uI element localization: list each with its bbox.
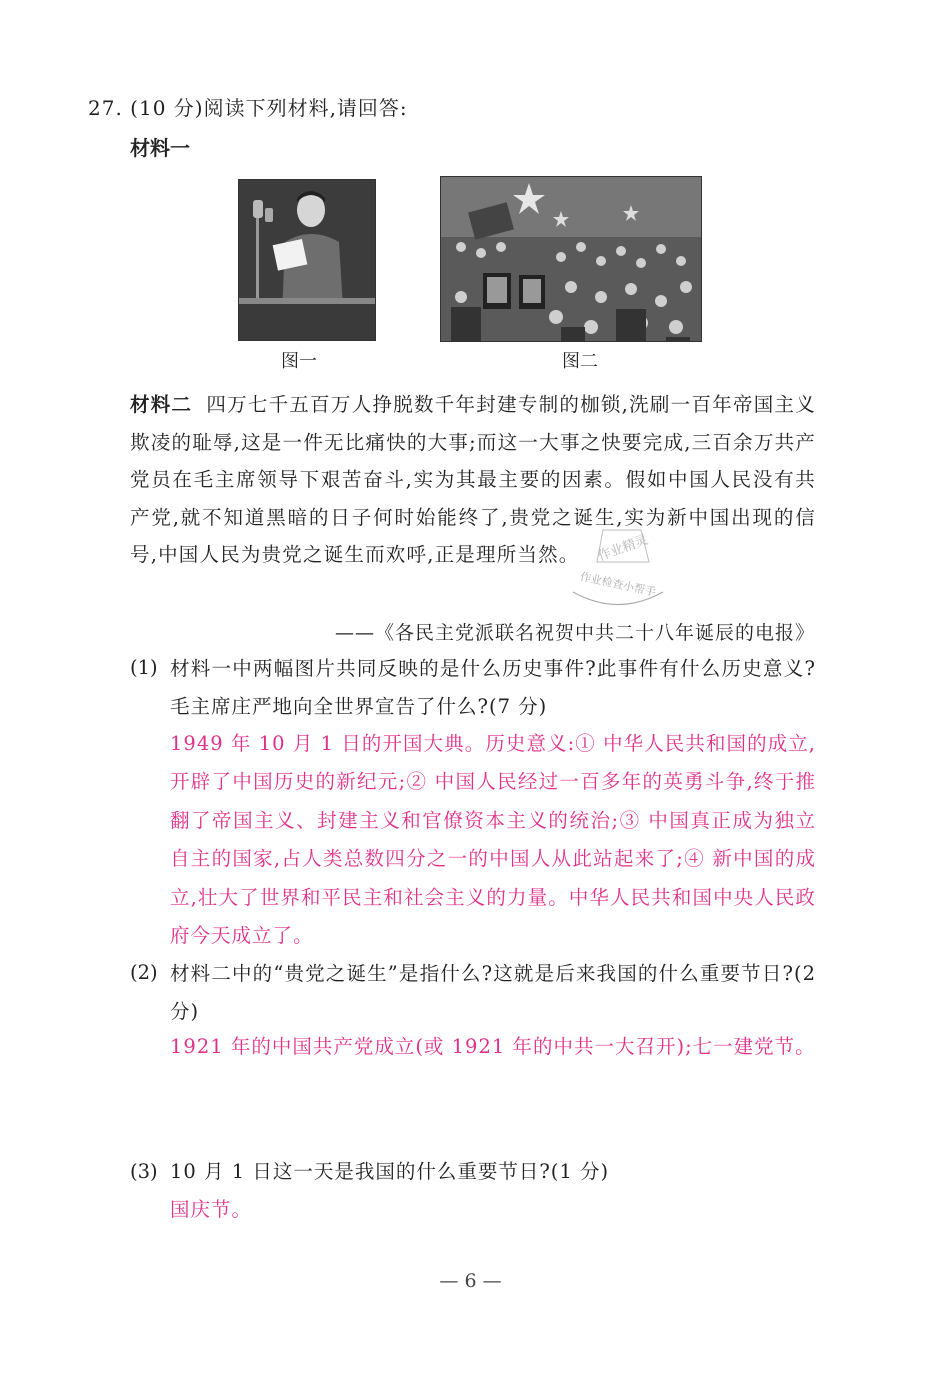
question-header: 27. (10 分)阅读下列材料,请回答: <box>88 96 408 120</box>
figure2-caption: 图二 <box>562 351 598 372</box>
stamp-text-bottom: 作业检查小帮手 <box>578 570 657 599</box>
subquestion-1-text: 材料一中两幅图片共同反映的是什么历史事件?此事件有什么历史意义?毛主席庄严地向全世界宣告了什么?(7 分) <box>170 657 816 718</box>
subquestion-2-text: 材料二中的“贵党之诞生”是指什么?这就是后来我国的什么重要节日?(2 分) <box>170 962 816 1023</box>
figure1-photo <box>238 179 376 341</box>
material1-label: 材料一 <box>130 136 190 160</box>
subquestion-3-answer: 国庆节。 <box>170 1198 253 1221</box>
subquestion-1-answer: 1949 年 10 月 1 日的开国大典。历史意义:① 中华人民共和国的成立,开辟了中国历史的新纪元;② 中国人民经过一百多年的英勇斗争,终于推翻了帝国主义、封建主义和官僚资本主义的统治;③ 中国真正成为独立自主的国家,占人类总数四分之一的中国人从此站起来了;④ 新中国的成立,壮大了世界和平民主和社会主义的力量。中华人民共和国中央人民政府今天成立了。 <box>170 732 816 948</box>
subquestion-1-number: (1) <box>130 656 158 679</box>
material2-source: ——《各民主党派联名祝贺中共二十八年诞辰的电报》 <box>334 622 815 644</box>
subquestion-2-number: (2) <box>130 961 158 984</box>
subquestion-2-answer: 1921 年的中国共产党成立(或 1921 年的中共一大召开);七一建党节。 <box>170 1035 816 1058</box>
subquestion-3-text: 10 月 1 日这一天是我国的什么重要节日?(1 分) <box>170 1160 610 1183</box>
material2-text: 四万七千五百万人挣脱数千年封建专制的枷锁,洗刷一百年帝国主义欺凌的耻辱,这是一件无比痛快的大事;而这一大事之快要完成,三百余万共产党员在毛主席领导下艰苦奋斗,实为其最主要的因素。假如中国人民没有共产党,就不知道黑暗的日子何时始能终了,贵党之诞生,实为新中国出现的信号,中国人民为贵党之诞生而欢呼,正是理所当然。 <box>130 393 816 567</box>
watermark-stamp <box>563 522 673 614</box>
subquestion-3-number: (3) <box>130 1160 158 1183</box>
figure2-photo <box>440 176 702 342</box>
page-number: — 6 — <box>439 1270 502 1292</box>
material2-paragraph <box>130 386 816 574</box>
figure1-caption: 图一 <box>281 351 317 372</box>
material2-label: 材料二 <box>130 393 193 416</box>
stamp-text-top: 作业精灵 <box>596 532 651 565</box>
